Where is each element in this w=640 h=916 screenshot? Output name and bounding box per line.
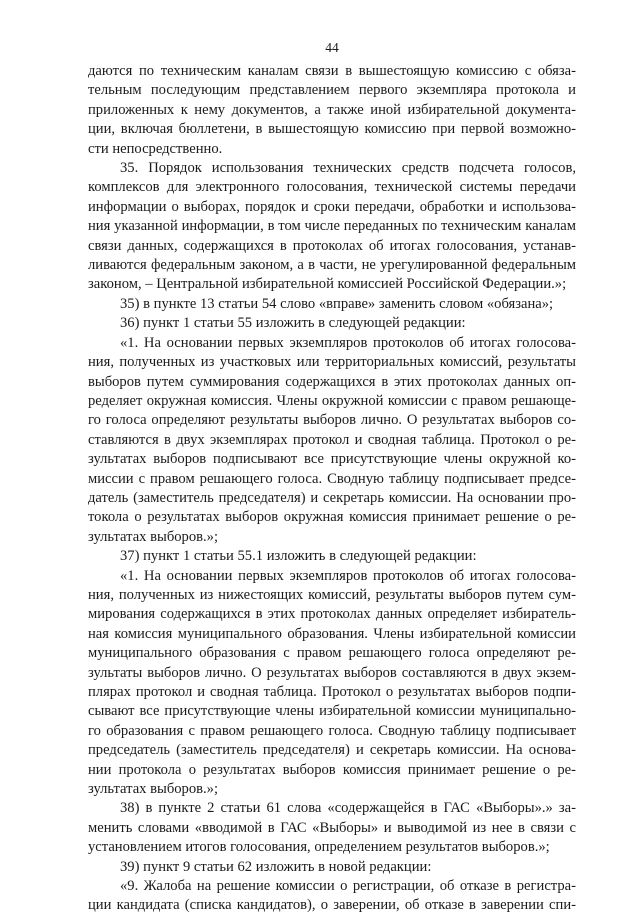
- text-line: го голоса определяют результаты выборов лично. О результатах выборов со-: [88, 412, 576, 429]
- text-line: 35. Порядок использования технических средств подсчета голосов,: [120, 160, 576, 177]
- text-line: 38) в пункте 2 статьи 61 слова «содержащейся в ГАС «Выборы».» за-: [120, 800, 576, 817]
- text-line: даются по техническим каналам связи в вышестоящую комиссию с обяза-: [88, 63, 576, 79]
- text-line: тельным последующим представлением первого экземпляра протокола и: [88, 82, 576, 99]
- text-line: ставляются в двух экземплярах протокол и сводная таблица. Протокол о ре-: [88, 431, 576, 448]
- text-line: сти непосредственно.: [88, 140, 223, 157]
- text-line: датель (заместитель председателя) и секретарь комиссии. На основании про-: [88, 489, 576, 506]
- text-line: законом, – Центральной избирательной комиссией Российской Федерации.»;: [88, 276, 567, 293]
- text-line: мирования содержащихся в этих протоколах данных определяет избиратель-: [88, 606, 576, 623]
- text-line: зультатах выборов.»;: [88, 781, 219, 798]
- text-line: связи данных, содержащихся в протоколах об итогах голосования, устанав-: [88, 237, 576, 254]
- text-line: менить словами «вводимой в ГАС «Выборы» и выводимой из нее в связи с: [88, 819, 576, 836]
- page-number: 44: [325, 40, 339, 55]
- text-line: ции, включая бюллетени, в вышестоящую комиссию при первой возможно-: [88, 121, 576, 138]
- text-line: «9. Жалоба на решение комиссии о регистрации, об отказе в регистра-: [120, 878, 576, 895]
- text-line: ции кандидата (списка кандидатов), о заверении, об отказе в заверении спи-: [88, 897, 576, 914]
- text-line: ния, полученных из нижестоящих комиссий, результаты выборов путем сум-: [88, 586, 576, 603]
- text-line: ная комиссия муниципального образования. Члены избирательной комиссии: [88, 625, 576, 642]
- text-line: нии протокола о результатах выборов комиссия принимает решение о ре-: [88, 761, 576, 778]
- text-line: ливаются федеральным законом, а в части, не урегулированной федеральным: [88, 257, 576, 274]
- text-line: зультаты выборов лично. О результатах выборов составляются в двух экзем-: [88, 664, 576, 681]
- text-line: приложенных к нему документов, а также иной избирательной документа-: [88, 101, 576, 118]
- text-line: сывают все присутствующие члены избирательной комиссии муниципально-: [88, 703, 576, 720]
- text-line: ния, полученных из участковых или территориальных комиссий, результаты: [88, 354, 576, 371]
- text-line: токола о результатах выборов окружная комиссия принимает решение о ре-: [88, 509, 576, 526]
- text-line: «1. На основании первых экземпляров протоколов об итогах голосова-: [120, 567, 576, 584]
- text-line: «1. На основании первых экземпляров протоколов об итогах голосова-: [120, 334, 576, 351]
- text-line: информации о выборах, порядок и сроки передачи, обработки и использова-: [88, 198, 576, 215]
- text-line: 36) пункт 1 статьи 55 изложить в следующей редакции:: [120, 315, 466, 332]
- text-line: зультатах выборов подписывают все присутствующие члены окружной ко-: [88, 451, 576, 468]
- text-line: муниципального образования с правом решающего голоса определяют ре-: [88, 645, 576, 662]
- text-line: председатель (заместитель председателя) и секретарь комиссии. На основа-: [88, 742, 576, 759]
- body-text: [88, 62, 576, 916]
- text-line: плярах протокол и сводная таблица. Протокол о результатах выборов подпи-: [88, 684, 576, 700]
- document-page: [88, 0, 576, 914]
- text-line: 37) пункт 1 статьи 55.1 изложить в следующей редакции:: [120, 548, 477, 565]
- text-line: миссии с правом решающего голоса. Сводную таблицу подписывает предсе-: [88, 470, 576, 487]
- text-line: зультатах выборов.»;: [88, 528, 219, 545]
- text-line: ния указанной информации, в том числе переданных по техническим каналам: [88, 218, 576, 235]
- text-line: ределяет окружная комиссия. Члены окружной комиссии с правом решающе-: [88, 392, 576, 409]
- text-line: 35) в пункте 13 статьи 54 слово «вправе» заменить словом «обязана»;: [120, 295, 554, 312]
- text-line: го образования с правом решающего голоса. Сводную таблицу подписывает: [88, 722, 576, 739]
- text-line: комплексов для электронного голосования, технической системы передачи: [88, 179, 576, 196]
- text-line: 39) пункт 9 статьи 62 изложить в новой редакции:: [120, 858, 432, 875]
- text-line: установлением итогов голосования, определением результатов выборов.»;: [88, 839, 550, 856]
- text-line: выборов путем суммирования содержащихся в этих протоколах данных оп-: [88, 373, 576, 390]
